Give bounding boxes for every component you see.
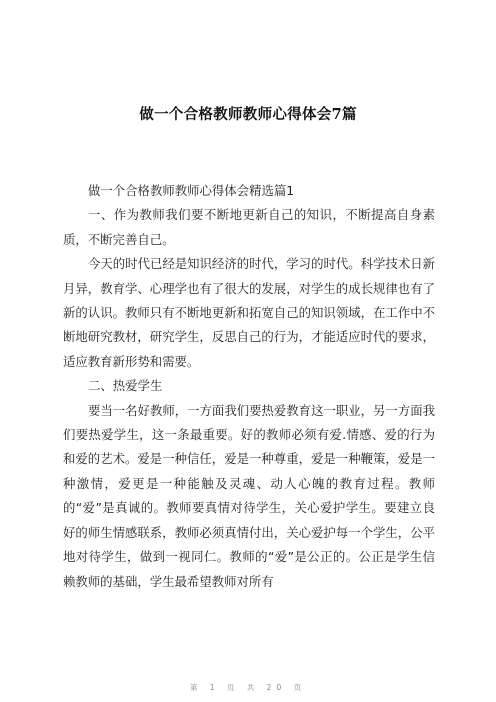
body-paragraph: 今天的时代已经是知识经济的时代，学习的时代。科学技术日新月异，教育学、心理学也有了很大的发展，对学生的成长规律也有了新的认识。教师只有不断地更新和拓宽自己的知识领域，在工作中不断地研究教材，研究学生，反思自己的行为，才能适应时代的要求，适应教育新形势和需要。 xyxy=(63,256,435,369)
section-heading: 二、热爱学生 xyxy=(88,378,163,394)
document-body xyxy=(63,179,435,594)
section-heading: 做一个合格教师教师心得体会精选篇1 xyxy=(88,183,295,198)
document-title: 做一个合格教师教师心得体会7篇 xyxy=(139,106,357,123)
body-paragraph: 要当一名好教师，一方面我们要热爱教育这一职业，另一方面我们要热爱学生，这一条最重要。好的教师必须有爱.情感、爱的行为和爱的艺术。爱是一种信任，爱是一种尊重，爱是一种鞭策，爱是一种激情，爱更是一种能触及灵魂、动人心魄的教育过程。教师的“爱”是真诚的。教师要真情对待学生，关心爱护学生。要建立良好的师生情感联系，教师必须真情付出，关心爱护每一个学生，公平地对待学生，做到一视同仁。教师的“爱”是公正的。公正是学生信赖教师的基础，学生最希望教师对所有 xyxy=(63,402,435,589)
body-paragraph: 一、作为教师我们要不断地更新自己的知识，不断提高自身素质，不断完善自己。 xyxy=(63,207,435,247)
page-number-footer: 第 1 页 共 20 页 xyxy=(189,683,307,692)
